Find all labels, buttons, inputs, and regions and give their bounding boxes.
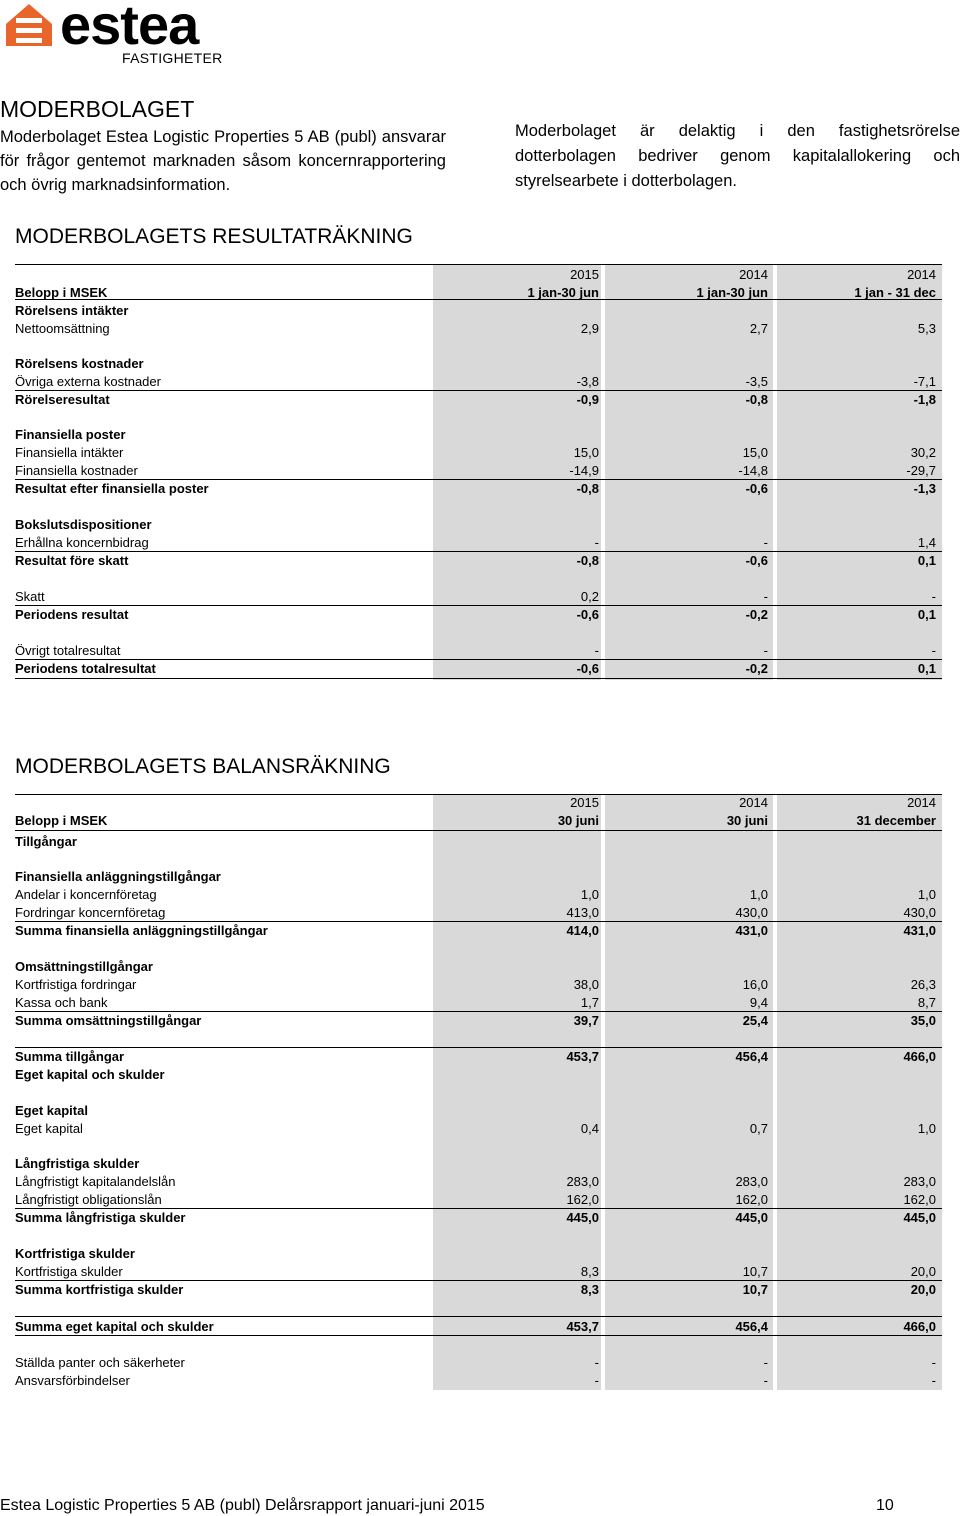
row-label: Summa långfristiga skulder [15,1210,186,1225]
row-value-col2: -3,5 [745,374,768,389]
row-label: Eget kapital och skulder [15,1067,165,1082]
row-value-col2: -0,8 [745,392,768,407]
row-value-col3: 431,0 [903,923,936,938]
table-rule [15,1335,942,1336]
row-value-col1: 162,0 [566,1192,599,1207]
row-value-col3: 283,0 [903,1174,936,1189]
row-value-col3: -29,7 [906,463,936,478]
row-value-col3: 430,0 [903,905,936,920]
company-logo [4,0,234,70]
row-value-col1: 1,7 [580,995,599,1010]
row-label: Kassa och bank [15,995,108,1010]
row-value-col2: 0,7 [749,1121,768,1136]
column-year: 2014 [907,267,936,282]
table-row [15,462,942,480]
table-row [15,904,942,922]
column-period: 1 jan - 31 dec [854,285,936,300]
row-value-col2: 2,7 [749,321,768,336]
table-row [15,1281,942,1299]
row-value-col1: 445,0 [566,1210,599,1225]
income-statement-table [15,264,942,684]
row-value-col3: 8,7 [917,995,936,1010]
row-value-col2: 456,4 [735,1319,768,1334]
row-value-col1: - [594,535,599,550]
row-value-col1: -0,8 [576,481,599,496]
table-row [15,516,942,534]
row-label: Omsättningstillgångar [15,959,153,974]
table-row [15,922,942,940]
row-label: Rörelsens intäkter [15,303,129,318]
row-value-col2: 9,4 [749,995,768,1010]
row-label: Resultat efter finansiella poster [15,481,209,496]
row-value-col2: - [763,589,768,604]
logo-wordmark: estea [60,0,199,56]
row-label: Fordringar koncernföretag [15,905,166,920]
row-value-col2: - [763,1355,768,1370]
row-value-col1: -0,6 [576,661,599,676]
row-label: Resultat före skatt [15,553,129,568]
table-row [15,958,942,976]
column-year: 2014 [739,795,768,810]
row-value-col1: -0,6 [576,607,599,622]
row-label: Finansiella anläggningstillgångar [15,869,221,884]
table-row [15,1318,942,1336]
section-heading: MODERBOLAGET [0,96,195,122]
row-value-col1: -0,8 [576,553,599,568]
row-label: Kortfristiga skulder [15,1264,123,1279]
income-statement-title: MODERBOLAGETS RESULTATRÄKNING [15,225,413,248]
row-value-col2: 25,4 [742,1013,768,1028]
row-label: Finansiella poster [15,427,126,442]
column-period: 30 juni [557,813,599,828]
row-value-col1: 283,0 [566,1174,599,1189]
row-value-col2: 283,0 [735,1174,768,1189]
row-label: Finansiella kostnader [15,463,138,478]
row-value-col2: -0,6 [745,553,768,568]
column-period: 1 jan-30 jun [696,285,768,300]
row-value-col3: - [931,1355,936,1370]
column-header-1 [558,794,599,830]
column-period: 31 december [856,813,936,828]
row-value-col3: 26,3 [910,977,936,992]
header-label-text: Belopp i MSEK [15,285,108,300]
row-value-col2: 10,7 [742,1264,768,1279]
table-rule [15,830,942,831]
table-row [15,1173,942,1191]
row-value-col1: 2,9 [580,321,599,336]
table-rule [15,1316,942,1317]
row-label: Rörelsens kostnader [15,356,144,371]
table-row [15,534,942,552]
row-value-col3: 1,0 [917,1121,936,1136]
row-value-col3: 20,0 [910,1264,936,1279]
row-label: Erhållna koncernbidrag [15,535,149,550]
row-label: Långfristigt kapitalandelslån [15,1174,176,1189]
table-row [15,1102,942,1120]
row-label: Bokslutsdispositioner [15,517,152,532]
table-row [15,1209,942,1227]
column-header-3 [854,266,936,302]
table-rule [15,921,942,922]
row-label: Finansiella intäkter [15,445,124,460]
row-value-col1: 8,3 [580,1264,599,1279]
row-value-col1: -14,9 [569,463,599,478]
row-value-col1: 15,0 [573,445,599,460]
column-year: 2014 [907,795,936,810]
table-rule [15,479,942,480]
table-rule [15,264,942,265]
table-row [15,552,942,570]
column-period: 30 juni [726,813,768,828]
row-value-col3: -7,1 [913,374,936,389]
table-row [15,1048,942,1066]
table-row [15,1120,942,1138]
row-label: Eget kapital [15,1121,83,1136]
row-label: Övrigt totalresultat [15,643,121,658]
house-logo-icon [4,2,54,48]
row-value-col1: -3,8 [576,374,599,389]
row-label: Periodens resultat [15,607,129,622]
row-value-col1: 1,0 [580,887,599,902]
table-rule [15,1011,942,1012]
row-label: Skatt [15,589,45,604]
row-value-col2: 431,0 [735,923,768,938]
column-header-1 [527,266,599,302]
row-value-col3: - [931,1373,936,1388]
table-rule [15,390,942,391]
row-value-col3: 445,0 [903,1210,936,1225]
row-value-col2: 430,0 [735,905,768,920]
table-row [15,1354,942,1372]
table-row [15,302,942,320]
row-value-col1: 0,2 [580,589,599,604]
column-header-2 [696,266,768,302]
table-rule [15,1208,942,1209]
footer-text: Estea Logistic Properties 5 AB (publ) Delårsrapport januari-juni 2015 [0,1497,485,1514]
row-label: Periodens totalresultat [15,661,156,676]
row-value-col2: - [763,535,768,550]
header-label-text: Belopp i MSEK [15,813,108,828]
row-value-col3: 162,0 [903,1192,936,1207]
table-row [15,588,942,606]
row-value-col1: 39,7 [573,1013,599,1028]
row-value-col1: 453,7 [566,1319,599,1334]
table-row [15,1372,942,1390]
row-label: Andelar i koncernföretag [15,887,157,902]
intro-right-paragraph: Moderbolaget är delaktig i den fastighetsrörelse dotterbolagen bedriver genom kapitalallokering och styrelsearbete i dotterbolagen. [515,122,960,190]
row-value-col2: 445,0 [735,1210,768,1225]
column-header-2 [727,794,768,830]
balance-sheet-table [15,794,942,1394]
row-value-col3: - [931,589,936,604]
table-row [15,833,942,851]
column-period: 1 jan-30 jun [527,285,599,300]
row-value-col3: 0,1 [917,607,936,622]
row-label: Långfristiga skulder [15,1156,140,1171]
table-row [15,1245,942,1263]
row-value-col3: 1,0 [917,887,936,902]
table-rule [15,299,942,300]
row-label: Tillgångar [15,834,77,849]
table-row [15,976,942,994]
row-value-col1: - [594,1373,599,1388]
table-row [15,1263,942,1281]
row-value-col2: 162,0 [735,1192,768,1207]
row-value-col3: 5,3 [917,321,936,336]
intro-left-paragraph: Moderbolaget Estea Logistic Properties 5 AB (publ) ansvarar för frågor gentemot marknaden såsom koncernrapportering och övrig marknadsinformation. [0,128,446,194]
table-row [15,886,942,904]
table-row [15,426,942,444]
balance-sheet-title: MODERBOLAGETS BALANSRÄKNING [15,755,391,778]
row-label: Kortfristiga fordringar [15,977,137,992]
logo-subtitle: FASTIGHETER [122,50,223,66]
row-value-col3: 466,0 [903,1049,936,1064]
row-label: Nettoomsättning [15,321,110,336]
row-label: Övriga externa kostnader [15,374,161,389]
row-value-col1: -0,9 [576,392,599,407]
row-label: Långfristigt obligationslån [15,1192,162,1207]
row-label: Summa eget kapital och skulder [15,1319,214,1334]
column-year: 2015 [570,267,599,282]
row-value-col2: 16,0 [742,977,768,992]
row-value-col3: 0,1 [917,661,936,676]
table-rule [15,605,942,606]
table-row [15,1155,942,1173]
row-value-col3: 20,0 [910,1282,936,1297]
table-rule [15,1047,942,1048]
table-row [15,642,942,660]
row-label: Summa kortfristiga skulder [15,1282,184,1297]
row-label: Rörelseresultat [15,392,110,407]
row-value-col3: 1,4 [917,535,936,550]
row-value-col2: 15,0 [742,445,768,460]
row-label: Kortfristiga skulder [15,1246,135,1261]
row-value-col3: 35,0 [910,1013,936,1028]
row-label: Summa tillgångar [15,1049,125,1064]
row-value-col1: 413,0 [566,905,599,920]
row-value-col2: 10,7 [742,1282,768,1297]
table-row [15,660,942,678]
table-row [15,320,942,338]
table-row [15,1012,942,1030]
table-row [15,606,942,624]
row-value-col2: -0,6 [745,481,768,496]
row-value-col1: 453,7 [566,1049,599,1064]
row-value-col3: -1,3 [913,481,936,496]
table-row [15,355,942,373]
row-value-col1: 8,3 [580,1282,599,1297]
table-row [15,480,942,498]
row-value-col1: 38,0 [573,977,599,992]
row-value-col3: - [931,643,936,658]
table-row [15,444,942,462]
table-rule [15,794,942,795]
row-value-col1: 414,0 [566,923,599,938]
row-value-col3: 30,2 [910,445,936,460]
row-value-col2: 1,0 [749,887,768,902]
table-rule [15,551,942,552]
row-label: Ansvarsförbindelser [15,1373,130,1388]
row-value-col2: - [763,1373,768,1388]
row-value-col3: -1,8 [913,392,936,407]
table-rule [15,659,942,660]
row-value-col2: -0,2 [745,661,768,676]
table-rule [15,1280,942,1281]
table-row [15,1191,942,1209]
column-year: 2014 [739,267,768,282]
table-row [15,994,942,1012]
row-label: Ställda panter och säkerheter [15,1355,185,1370]
table-rule [15,678,942,679]
row-value-col2: -14,8 [738,463,768,478]
row-value-col2: - [763,643,768,658]
table-row [15,868,942,886]
row-value-col1: - [594,643,599,658]
row-label: Eget kapital [15,1103,88,1118]
table-row [15,391,942,409]
row-value-col3: 466,0 [903,1319,936,1334]
table-row [15,1066,942,1084]
row-value-col1: - [594,1355,599,1370]
header-label [15,812,942,830]
row-label: Summa omsättningstillgångar [15,1013,202,1028]
page-number: 10 [876,1497,894,1514]
row-value-col2: -0,2 [745,607,768,622]
column-year: 2015 [570,795,599,810]
row-value-col1: 0,4 [580,1121,599,1136]
row-value-col3: 0,1 [917,553,936,568]
table-row [15,373,942,391]
column-header-3 [857,794,937,830]
row-value-col2: 456,4 [735,1049,768,1064]
row-label: Summa finansiella anläggningstillgångar [15,923,268,938]
